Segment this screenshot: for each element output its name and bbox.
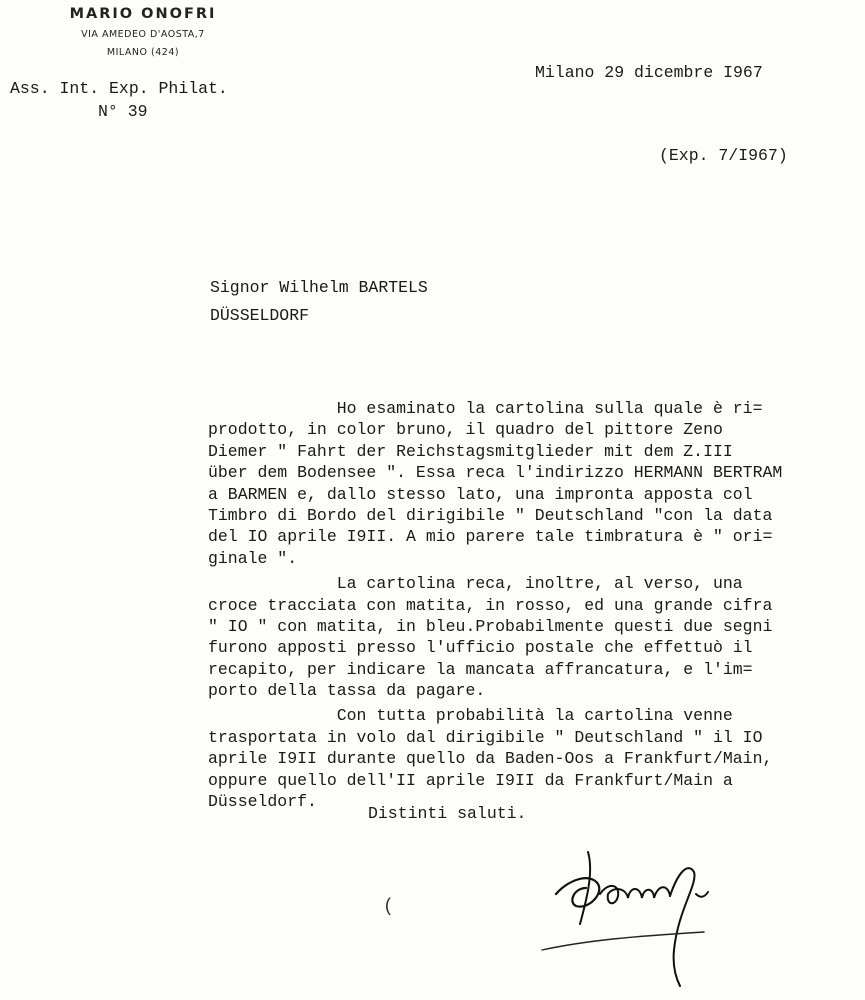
sender-city: MILANO (424)	[106, 47, 180, 58]
closing-salutation: Distinti saluti.	[368, 804, 527, 823]
exp-reference: (Exp. 7/I967)	[659, 146, 788, 165]
body-line: trasportata in volo dal dirigibile " Deutschland " il IO	[208, 727, 763, 747]
margin-mark: (	[383, 897, 394, 917]
body-paragraph	[208, 573, 860, 701]
body-line: prodotto, in color bruno, il quadro del pittore Zeno	[208, 420, 723, 440]
letterhead	[48, 6, 238, 58]
body-paragraph	[208, 398, 860, 569]
body-line: recapito, per indicare la mancata affrancatura, e l'im=	[208, 659, 753, 679]
letter-body	[208, 398, 860, 812]
body-line: La cartolina reca, inoltre, al verso, una	[208, 574, 743, 594]
body-line: " IO " con matita, in bleu.Probabilmente questi due segni	[208, 616, 773, 636]
body-line: a BARMEN e, dallo stesso lato, una impronta apposta col	[208, 484, 753, 504]
body-line: porto della tassa da pagare.	[208, 681, 486, 701]
body-line: Diemer " Fahrt der Reichstagsmitglieder mit dem Z.III	[208, 441, 733, 461]
sender-name: MARIO ONOFRI	[69, 6, 217, 22]
body-line: Timbro di Bordo del dirigibile " Deutschland "con la data	[208, 505, 773, 525]
handwritten-signature	[528, 832, 728, 992]
sender-street: VIA AMEDEO D'AOSTA,7	[81, 29, 205, 40]
association-number: N° 39	[98, 102, 148, 121]
recipient-name: Signor Wilhelm BARTELS	[210, 278, 428, 297]
letter-date: Milano 29 dicembre I967	[535, 63, 763, 82]
body-line: Con tutta probabilità la cartolina venne	[208, 706, 733, 726]
body-line: ginale ".	[208, 548, 298, 568]
body-line: Ho esaminato la cartolina sulla quale è ri=	[208, 399, 763, 418]
body-line: über dem Bodensee ". Essa reca l'indirizzo HERMANN BERTRAM	[208, 463, 783, 483]
body-line: croce tracciata con matita, in rosso, ed una grande cifra	[208, 595, 773, 615]
association-line: Ass. Int. Exp. Philat.	[10, 79, 228, 98]
body-line: del IO aprile I9II. A mio parere tale timbratura è " ori=	[208, 527, 773, 547]
body-line: furono apposti presso l'ufficio postale che effettuò il	[208, 638, 753, 658]
body-line: Düsseldorf.	[208, 792, 317, 812]
body-paragraph	[208, 705, 860, 812]
recipient-city: DÜSSELDORF	[210, 306, 310, 325]
body-line: oppure quello dell'II aprile I9II da Frankfurt/Main a	[208, 770, 733, 790]
body-line: aprile I9II durante quello da Baden-Oos a Frankfurt/Main,	[208, 749, 773, 769]
